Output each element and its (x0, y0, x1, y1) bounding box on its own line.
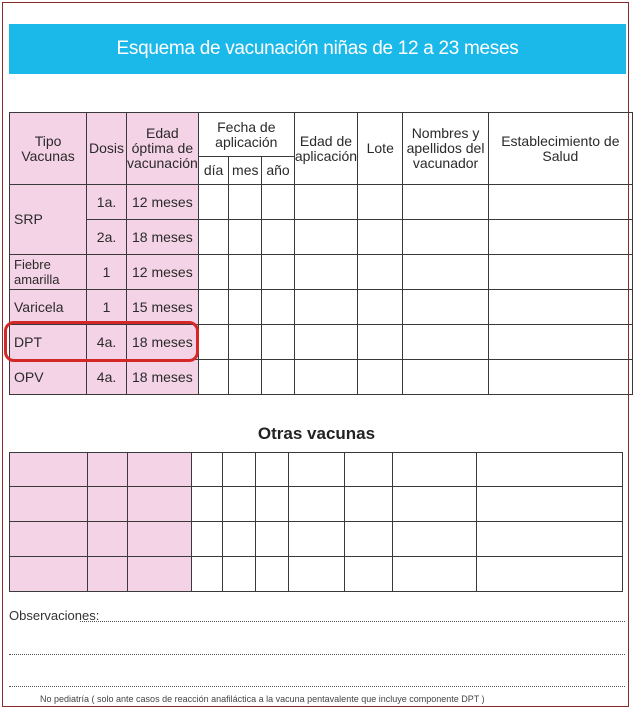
establecimiento-field[interactable] (488, 220, 632, 255)
mes-field[interactable] (223, 557, 256, 592)
anio-field[interactable] (262, 220, 295, 255)
header-establecimiento: Establecimiento de Salud (488, 113, 632, 185)
anio-field[interactable] (262, 185, 295, 220)
edad-aplicacion-field[interactable] (289, 522, 345, 557)
observaciones-line[interactable] (9, 686, 625, 687)
otras-vacunas-title: Otras vacunas (257, 424, 376, 443)
header-edad-aplicacion: Edad de aplicación (294, 113, 357, 185)
mes-field[interactable] (229, 360, 262, 395)
table-row (10, 220, 633, 255)
header-fecha-aplicacion: Fecha de aplicación (198, 113, 294, 157)
banner-title: Esquema de vacunación niñas de 12 a 23 meses (9, 24, 626, 74)
dosis-field[interactable] (88, 487, 128, 522)
anio-field[interactable] (256, 453, 289, 487)
lote-field[interactable] (358, 325, 403, 360)
mes-field[interactable] (229, 290, 262, 325)
dia-field[interactable] (198, 290, 229, 325)
vacuna-srp: SRP (10, 185, 87, 255)
lote-field[interactable] (345, 453, 393, 487)
edad-aplicacion-field[interactable] (294, 290, 357, 325)
header-anio: año (262, 157, 295, 185)
anio-field[interactable] (262, 325, 295, 360)
dia-field[interactable] (198, 255, 229, 290)
dosis-cell: 1 (87, 290, 127, 325)
table-row (10, 487, 623, 522)
table-row (10, 453, 623, 487)
mes-field[interactable] (229, 220, 262, 255)
vacunador-field[interactable] (403, 325, 488, 360)
anio-field[interactable] (256, 522, 289, 557)
header-dosis: Dosis (87, 113, 127, 185)
edad-optima-field[interactable] (128, 522, 192, 557)
lote-field[interactable] (358, 220, 403, 255)
vacunador-field[interactable] (403, 220, 488, 255)
edad-aplicacion-field[interactable] (289, 453, 345, 487)
table-row (10, 557, 623, 592)
vacunador-field[interactable] (393, 487, 477, 522)
edad-aplicacion-field[interactable] (289, 487, 345, 522)
edad-aplicacion-field[interactable] (294, 325, 357, 360)
vacunador-field[interactable] (403, 290, 488, 325)
dia-field[interactable] (192, 453, 223, 487)
vacunador-field[interactable] (393, 557, 477, 592)
table-row (10, 522, 623, 557)
dia-field[interactable] (192, 557, 223, 592)
vacuna-field[interactable] (10, 487, 88, 522)
lote-field[interactable] (358, 360, 403, 395)
dia-field[interactable] (198, 185, 229, 220)
establecimiento-field[interactable] (477, 453, 623, 487)
table-row (10, 290, 633, 325)
vacunador-field[interactable] (393, 522, 477, 557)
footnote: No pediatría ( solo ante casos de reacción anafiláctica a la vacuna pentavalente que incluye componente DPT ) (40, 694, 485, 704)
mes-field[interactable] (229, 255, 262, 290)
mes-field[interactable] (223, 487, 256, 522)
establecimiento-field[interactable] (477, 522, 623, 557)
table-row (10, 360, 633, 395)
lote-field[interactable] (358, 290, 403, 325)
edad-aplicacion-field[interactable] (289, 557, 345, 592)
header-tipo-vacunas: Tipo Vacunas (10, 113, 87, 185)
observaciones-label: Observaciones: (9, 608, 100, 623)
header-lote: Lote (358, 113, 403, 185)
edad-aplicacion-field[interactable] (294, 220, 357, 255)
header-dia: día (198, 157, 229, 185)
anio-field[interactable] (256, 487, 289, 522)
vacunador-field[interactable] (403, 255, 488, 290)
mes-field[interactable] (223, 522, 256, 557)
edad-optima-field[interactable] (128, 453, 192, 487)
dosis-cell: 2a. (87, 220, 127, 255)
dia-field[interactable] (198, 220, 229, 255)
vacuna-dpt: DPT (10, 325, 87, 360)
dia-field[interactable] (198, 360, 229, 395)
vacuna-fiebre-amarilla: Fiebre amarilla (10, 255, 87, 290)
header-mes: mes (229, 157, 262, 185)
edad-aplicacion-field[interactable] (294, 185, 357, 220)
header-nombres-vacunador: Nombres y apellidos del vacunador (403, 113, 488, 185)
dia-field[interactable] (198, 325, 229, 360)
header-edad-optima: Edad óptima de vacunación (126, 113, 198, 185)
establecimiento-field[interactable] (488, 325, 632, 360)
anio-field[interactable] (262, 255, 295, 290)
anio-field[interactable] (256, 557, 289, 592)
establecimiento-field[interactable] (477, 557, 623, 592)
anio-field[interactable] (262, 360, 295, 395)
establecimiento-field[interactable] (488, 185, 632, 220)
mes-field[interactable] (229, 325, 262, 360)
otras-vacunas-table (9, 452, 623, 592)
anio-field[interactable] (262, 290, 295, 325)
vacuna-varicela: Varicela (10, 290, 87, 325)
lote-field[interactable] (345, 522, 393, 557)
edad-optima-cell: 12 meses (126, 185, 198, 220)
edad-optima-cell: 12 meses (126, 255, 198, 290)
observaciones-line[interactable] (9, 654, 625, 655)
vacunador-field[interactable] (393, 453, 477, 487)
establecimiento-field[interactable] (488, 290, 632, 325)
lote-field[interactable] (345, 557, 393, 592)
table-row (10, 185, 633, 220)
dosis-field[interactable] (88, 453, 128, 487)
edad-optima-field[interactable] (128, 487, 192, 522)
edad-optima-cell: 18 meses (126, 325, 198, 360)
dosis-field[interactable] (88, 557, 128, 592)
edad-optima-cell: 18 meses (126, 220, 198, 255)
establecimiento-field[interactable] (488, 255, 632, 290)
vacunador-field[interactable] (403, 185, 488, 220)
vacunador-field[interactable] (403, 360, 488, 395)
dia-field[interactable] (192, 522, 223, 557)
edad-aplicacion-field[interactable] (294, 255, 357, 290)
dosis-cell: 1 (87, 255, 127, 290)
edad-optima-cell: 15 meses (126, 290, 198, 325)
establecimiento-field[interactable] (488, 360, 632, 395)
establecimiento-field[interactable] (477, 487, 623, 522)
lote-field[interactable] (345, 487, 393, 522)
dia-field[interactable] (192, 487, 223, 522)
edad-optima-cell: 18 meses (126, 360, 198, 395)
vacuna-opv: OPV (10, 360, 87, 395)
vacuna-field[interactable] (10, 557, 88, 592)
observaciones-line[interactable] (80, 621, 625, 622)
edad-optima-field[interactable] (128, 557, 192, 592)
mes-field[interactable] (229, 185, 262, 220)
edad-aplicacion-field[interactable] (294, 360, 357, 395)
lote-field[interactable] (358, 255, 403, 290)
dosis-cell: 1a. (87, 185, 127, 220)
vacuna-field[interactable] (10, 522, 88, 557)
dosis-cell: 4a. (87, 325, 127, 360)
vacuna-field[interactable] (10, 453, 88, 487)
dosis-cell: 4a. (87, 360, 127, 395)
table-row (10, 255, 633, 290)
dosis-field[interactable] (88, 522, 128, 557)
lote-field[interactable] (358, 185, 403, 220)
mes-field[interactable] (223, 453, 256, 487)
dpt-row-highlight (4, 321, 199, 362)
